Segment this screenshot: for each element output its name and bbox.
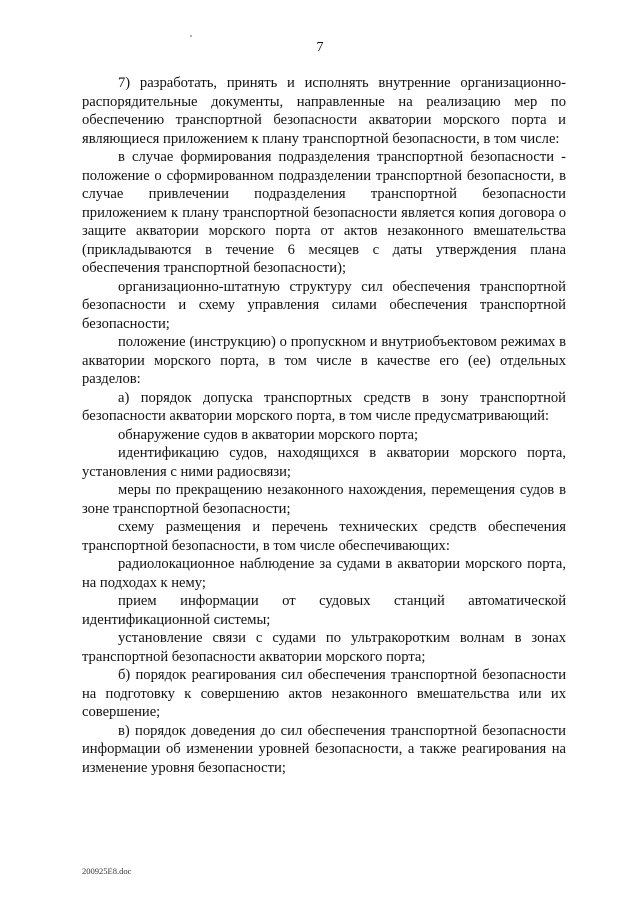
paragraph-ais-reception: прием информации от судовых станций автоматической идентификационной системы; [82, 593, 566, 628]
paragraph-technical-means: схему размещения и перечень технических средств обеспечения транспортной безопасности, в том числе обеспечивающих: [82, 519, 566, 554]
paragraph-subitem-b: б) порядок реагирования сил обеспечения транспортной безопасности на подготовку к совершению актов незаконного вмешательства или их совершение; [82, 667, 566, 720]
paragraph-vessel-identification: идентификацию судов, находящихся в акватории морского порта, установления с ними радиосвязи; [82, 445, 566, 480]
paragraph-security-unit: в случае формирования подразделения транспортной безопасности - положение о сформированном подразделении транспортной безопасности, в случае привлечении подразделения транспортной безопасности приложением к плану транспортной безопасности является копия договора о защите акватории морского порта от актов незаконного вмешательства (прикладываются в течение 6 месяцев с даты утверждения плана обеспечения транспортной безопасности); [82, 149, 566, 276]
paragraph-org-structure: организационно-штатную структуру сил обеспечения транспортной безопасности и схему управления силами обеспечения транспортной безопасности; [82, 278, 566, 332]
paragraph-vhf-communication: установление связи с судами по ультракоротким волнам в зонах транспортной безопасности акватории морского порта; [82, 630, 566, 665]
paragraph-radar-observation: радиолокационное наблюдение за судами в акватории морского порта, на подходах к нему; [82, 556, 566, 591]
paragraph-subitem-a: а) порядок допуска транспортных средств в зону транспортной безопасности акватории морского порта, в том числе предусматривающий: [82, 389, 566, 424]
footer-filename: 200925E8.doc [82, 866, 132, 876]
page-number: 7 [316, 40, 324, 55]
paragraph-access-regime: положение (инструкцию) о пропускном и внутриобъектовом режимах в акватории морского порта, в том числе в качестве его (ее) отдельных разделов: [82, 334, 566, 387]
paragraph-subitem-v: в) порядок доведения до сил обеспечения транспортной безопасности информации об изменении уровней безопасности, а также реагирования на изменение уровня безопасности; [82, 722, 566, 776]
paragraph-item-7: 7) разработать, принять и исполнять внутренние организационно-распорядительные документы, направленные на реализацию мер по обеспечению транспортной безопасности акватории морского порта и являющиеся приложением к плану транспортной безопасности, в том числе: [82, 75, 566, 147]
paragraph-vessel-detection: обнаружение судов в акватории морского порта; [118, 426, 419, 443]
scan-artifact-dot [190, 35, 192, 37]
document-body [82, 74, 566, 777]
paragraph-stop-measures: меры по прекращению незаконного нахождения, перемещения судов в зоне транспортной безопасности; [82, 482, 566, 517]
